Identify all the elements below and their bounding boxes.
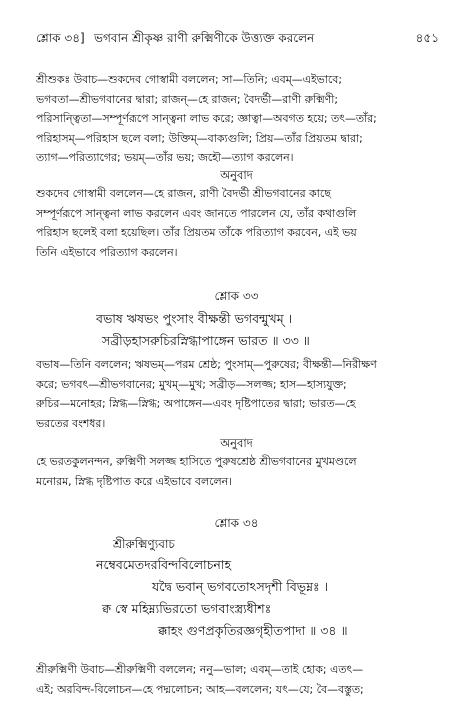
sanskrit-verse-33 — [96, 308, 310, 352]
synonyms-line: শ্রীরুক্মিণী উবাচ—শ্রীরুক্মিণী বললেন; ননু—ভাল; এবম্—তাই হোক; এতৎ— — [36, 663, 364, 676]
verse-line: যদ্বৈ ভবান্ ভগবতোঽসদৃশী বিভূম্নঃ । — [152, 579, 329, 594]
verse-line: ক্ব স্বে মহিম্ন্যভিরতো ভগবাংস্ত্র্যধীশঃ — [102, 601, 272, 616]
translation-line: সম্পূর্ণরূপে সান্ত্বনা লাভ করলেন এবং জানতে পারলেন যে, তাঁর কথাগুলি — [36, 206, 357, 220]
translation-line: মনোরম, স্নিগ্ধ দৃষ্টিপাত করে এইভাবে বললেন। — [36, 474, 232, 488]
translation-line: শুকদেব গোস্বামী বললেন—হে রাজন, রাণী বৈদর্ভী শ্রীভগবানের কাছে — [36, 187, 331, 200]
synonyms-line: ভরতের বংশধর। — [36, 416, 106, 430]
synonyms-line: পরিসান্ত্বিতা—সম্পূর্ণরূপে সান্ত্বনা লাভ করে; জ্ঞাত্বা—অবগত হয়ে; তৎ—তাঁর; — [36, 112, 377, 126]
translation-heading: অনুবাদ — [220, 436, 253, 450]
translation-heading: অনুবাদ — [220, 168, 253, 182]
verse-line: সব্রীড়হাসরুচিরস্নিগ্ধাপাঙ্গেন ভারত ॥ ৩৩ ॥ — [102, 333, 310, 348]
synonyms-verse-34 — [36, 660, 437, 699]
verse-line: বভাষ ঋষভং পুংসাং বীক্ষন্তী ভগবন্মুখম্ । — [96, 311, 293, 326]
synonyms-verse-32 — [36, 70, 437, 168]
page-number: ৪৫১ — [415, 31, 439, 45]
verse-heading: শ্লোক ৩৩ — [214, 289, 259, 303]
translation-verse-32 — [36, 184, 437, 262]
verse-heading: শ্লোক ৩৪ — [214, 516, 259, 530]
translation-line: হে ভরতকুলনন্দন, রুক্মিণী সলজ্জ হাসিতে পুরুষশ্রেষ্ঠ শ্রীভগবানের মুখমণ্ডলে — [36, 455, 357, 468]
sanskrit-verse-34 — [96, 554, 348, 642]
synonyms-line: করে; ভগবৎ—শ্রীভগবানের; মুখম্—মুখ; সব্রীড়—সলজ্জ; হাস—হাস্যযুক্ত; — [36, 377, 347, 391]
synonyms-line: শ্রীশুকঃ উবাচ—শুকদেব গোস্বামী বললেন; সা—তিনি; এবম্—এইভাবে; — [36, 73, 342, 86]
verse-line: ক্কাহং গুণপ্রকৃতিরজ্ঞগৃহীতপাদা ॥ ৩৪ ॥ — [158, 623, 348, 638]
synonyms-line: ভগবতা—শ্রীভগবানের দ্বারা; রাজন্—হে রাজন; বৈদর্ভী—রাণী রুক্মিণী; — [36, 92, 338, 106]
translation-verse-33 — [36, 452, 437, 491]
running-head — [36, 30, 439, 48]
verse-line: নম্বেবমেতদরবিন্দবিলোচনাহ — [96, 557, 232, 572]
translation-line: পরিহাস ছলেই বলা হয়েছিল। তাঁর প্রিয়তম তাঁকে পরিত্যাগ করবেন, এই ভয় — [36, 226, 357, 240]
verse-reference: শ্লোক ৩৪] — [36, 31, 85, 45]
synonyms-line: রুচির—মনোহর; স্নিগ্ধ—স্নিগ্ধ; অপাঙ্গেন—এবং দৃষ্টিপাতের দ্বারা; ভারত—হে — [36, 397, 356, 411]
synonyms-verse-33 — [36, 355, 437, 433]
synonyms-line: বভাষ—তিনি বললেন; ঋষভম্—পরম শ্রেষ্ঠ; পুংসাম্—পুরুষের; বীক্ষন্তী—নিরীক্ষণ — [36, 358, 377, 371]
synonyms-line: এই; অরবিন্দ-বিলোচন—হে পদ্মলোচন; আহ—বললেন; যৎ—যে; বৈ—বস্তুত; — [36, 682, 364, 696]
chapter-title: ভগবান শ্রীকৃষ্ণ রাণী রুক্মিণীকে উত্ত্যক্ত করলেন — [94, 31, 315, 45]
translation-line: তিনি এইভাবে পরিত্যাগ করলেন। — [36, 245, 178, 259]
synonyms-line: ত্যাগ—পরিত্যাগের; ভয়ম্—তাঁর ভয়; জহৌ—ত্যাগ করলেন। — [36, 151, 294, 165]
synonyms-line: পরিহাসম্—পরিহাস ছলে বলা; উক্তিম্—বাক্যগুলি; প্রিয়—তাঁর প্রিয়তম দ্বারা; — [36, 131, 363, 145]
verse-speaker: শ্রীরুক্মিণ্যুবাচ — [113, 537, 175, 551]
